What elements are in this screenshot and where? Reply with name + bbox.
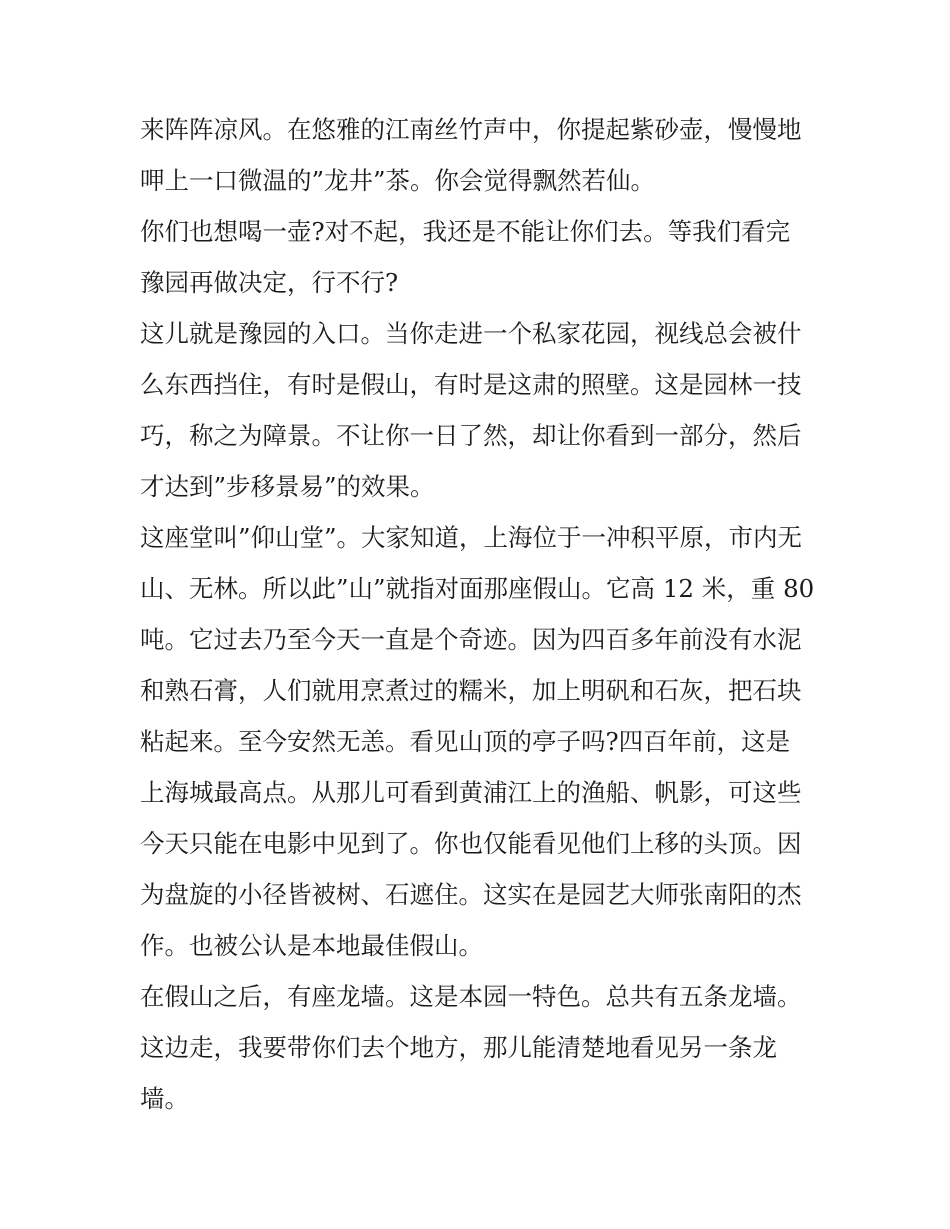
text-line: 么东西挡住，有时是假山，有时是这肃的照壁。这是园林一技 [140,370,802,399]
text-line: 巧，称之为障景。不让你一日了然，却让你看到一部分，然后 [140,421,802,450]
text-line: 这儿就是豫园的入口。当你走进一个私家花园，视线总会被什 [140,319,802,348]
text-line: 在假山之后，有座龙墙。这是本园一特色。总共有五条龙墙。 [140,982,802,1011]
text-line: 作。也被公认是本地最佳假山。 [140,931,483,960]
text-line: 这边走，我要带你们去个地方，那儿能清楚地看见另一条龙 [140,1033,777,1062]
text-line: 豫园再做决定，行不行? [140,268,399,297]
text-line: 你们也想喝一壶?对不起，我还是不能让你们去。等我们看完 [140,217,791,246]
text-line: 为盘旋的小径皆被树、石遮住。这实在是园艺大师张南阳的杰 [140,880,802,909]
text-line: 才达到”步移景易”的效果。 [140,472,435,501]
text-line: 墙。 [140,1084,189,1113]
text-line: 山、无林。所以此”山”就指对面那座假山。它高 12 米，重 80 [140,574,815,603]
body-text [140,104,820,1124]
text-line: 来阵阵凉风。在悠雅的江南丝竹声中，你提起紫砂壶，慢慢地 [140,115,802,144]
text-line: 这座堂叫”仰山堂”。大家知道，上海位于一冲积平原，市内无 [140,523,803,552]
text-line: 和熟石膏，人们就用烹煮过的糯米，加上明矾和石灰，把石块 [140,676,802,705]
text-line: 呷上一口微温的”龙井”茶。你会觉得飘然若仙。 [140,166,656,195]
text-line: 粘起来。至今安然无恙。看见山顶的亭子吗?四百年前，这是 [140,727,791,756]
text-line: 今天只能在电影中见到了。你也仅能看见他们上移的头顶。因 [140,829,802,858]
text-line: 上海城最高点。从那儿可看到黄浦江上的渔船、帆影，可这些 [140,778,802,807]
text-line: 吨。它过去乃至今天一直是个奇迹。因为四百多年前没有水泥 [140,625,802,654]
